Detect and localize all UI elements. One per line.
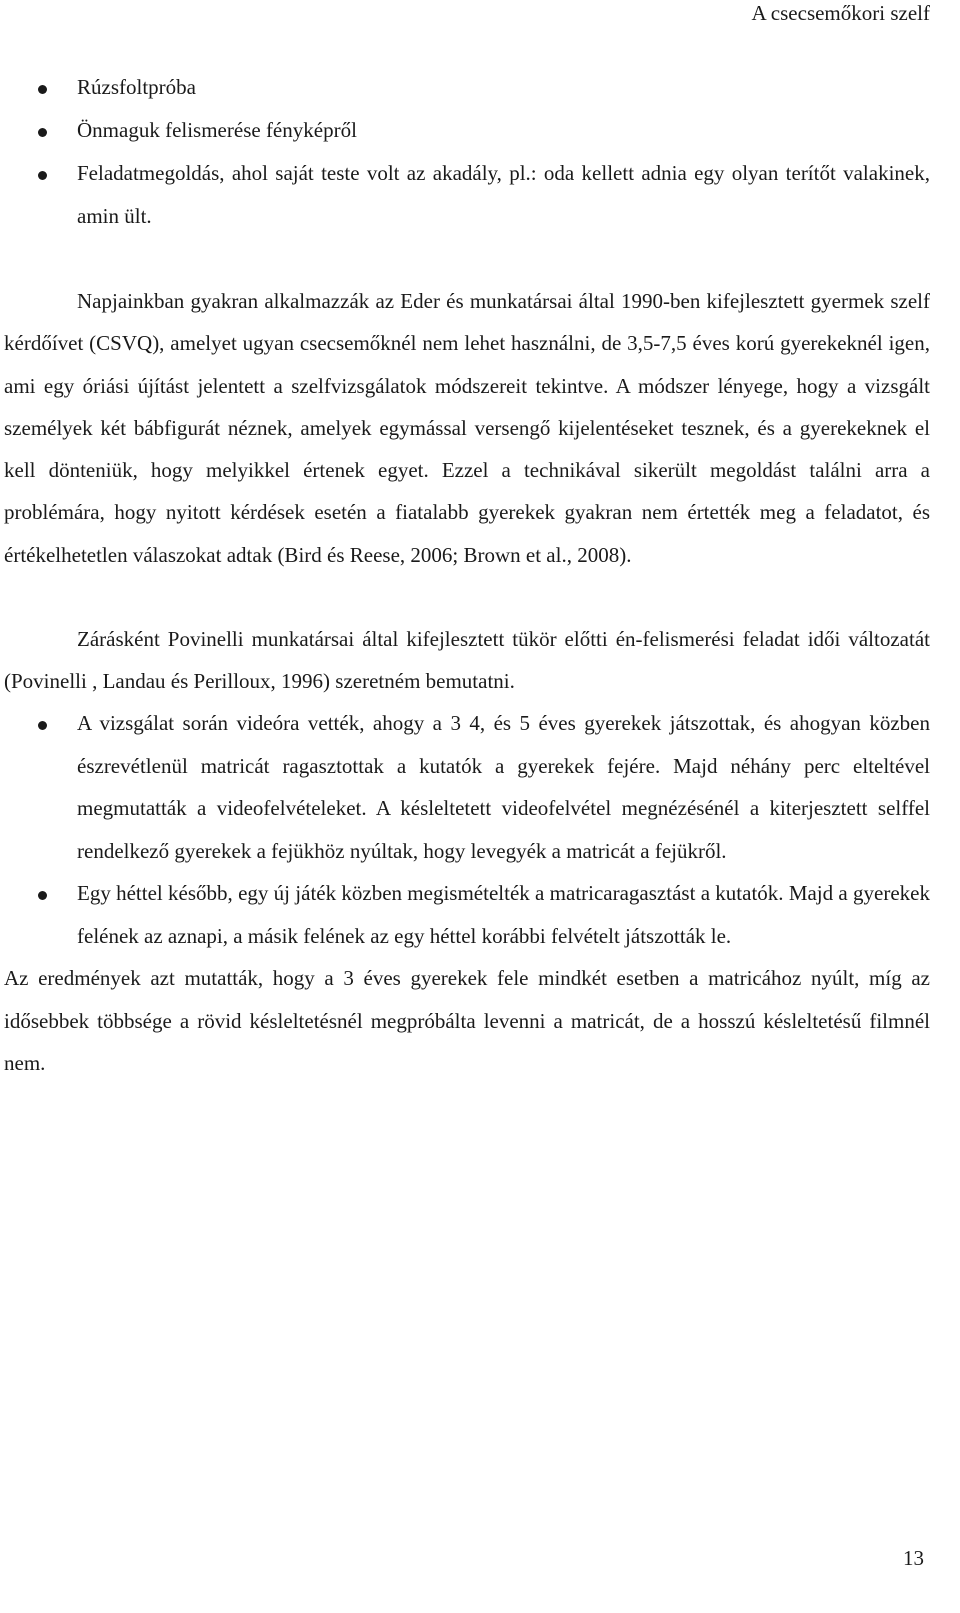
bullet-icon [38, 109, 47, 152]
list-item-text: Önmaguk felismerése fényképről [77, 118, 357, 142]
list-item [4, 152, 930, 238]
list-item-text: Egy héttel később, egy új játék közben megismételték a matricaragasztást a kutatók. Majd a gyerekek felének az aznapi, a másik felének az egy héttel korábbi felvételt játszották le. [77, 881, 930, 948]
list-item [4, 109, 930, 152]
bullet-icon [38, 702, 47, 745]
paragraph-csvq: Napjainkban gyakran alkalmazzák az Eder és munkatársai által 1990-ben kifejlesztett gyermek szelf kérdőívet (CSVQ), amelyet ugyan csecsemőknél nem lehet használni, de 3,5-7,5 éves korú gyerekeknél igen, ami egy óriási újítást jelentett a szelfvizsgálatok módszereit tekintve. A módszer lényege, hogy a vizsgált személyek két bábfigurát néznek, amelyek egymással versengő kijelentéseket tesznek, és a gyerekeknek el kell dönteniük, hogy melyikkel értenek egyet. Ezzel a technikával sikerült megoldást találni arra a problémára, hogy nyitott kérdések esetén a fiatalabb gyerekek gyakran nem értették meg a feladatot, és értékelhetetlen válaszokat adtak (Bird és Reese, 2006; Brown et al., 2008). [4, 289, 930, 567]
procedure-list [4, 702, 930, 957]
list-item-text: A vizsgálat során videóra vették, ahogy a 3 4, és 5 éves gyerekek játszottak, és ahogyan közben észrevétlenül matricát ragasztottak a kutatók a gyerekek fejére. Majd néhány perc elteltével megmutatták a videofelvételeket. A késleltetett videofelvétel megnézésénél a kiterjesztett selffel rendelkező gyerekek a fejükhöz nyúltak, hogy levegyék a matricát a fejükről. [77, 711, 930, 863]
list-item [4, 702, 930, 872]
list-item [4, 66, 930, 109]
bullet-icon [38, 872, 47, 915]
bullet-icon [38, 66, 47, 109]
running-header: A csecsemőkori szelf [751, 1, 930, 25]
test-methods-list [4, 66, 930, 238]
list-item [4, 872, 930, 957]
page-number: 13 [903, 1546, 924, 1570]
paragraph-povinelli: Zárásként Povinelli munkatársai által kifejlesztett tükör előtti én-felismerési feladat idői változatát (Povinelli , Landau és Perilloux, 1996) szeretném bemutatni. [4, 627, 930, 694]
paragraph-results: Az eredmények azt mutatták, hogy a 3 éves gyerekek fele mindkét esetben a matricához nyúlt, míg az idősebbek többsége a rövid késleltetésnél megpróbálta levenni a matricát, de a hosszú késleltetésű filmnél nem. [4, 966, 930, 1076]
list-item-text: Rúzsfoltpróba [77, 75, 196, 99]
list-item-text: Feladatmegoldás, ahol saját teste volt az akadály, pl.: oda kellett adnia egy olyan terítőt valakinek, amin ült. [77, 161, 930, 228]
page-content [4, 66, 930, 1085]
bullet-icon [38, 152, 47, 195]
